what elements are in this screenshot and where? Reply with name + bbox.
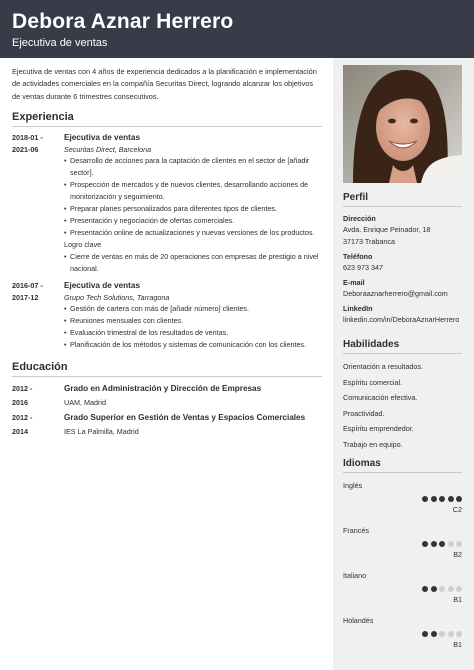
date-from: 2018-01 - bbox=[12, 132, 43, 142]
address-line: 37173 Trabanca bbox=[343, 237, 395, 246]
job-bullet: • Preparar planes personalizados para diferentes tipos de clientes. bbox=[64, 203, 322, 215]
level-dot bbox=[439, 496, 445, 502]
job-bullet: • Gestión de cartera con más de [añadir número] clientes. bbox=[64, 303, 322, 315]
level-dot bbox=[439, 541, 445, 547]
job-bullet: • Presentación y negociación de ofertas comerciales. bbox=[64, 215, 322, 227]
job-bullet: • Desarrollo de acciones para la captación de clientes en el sector de [añadir sector]. bbox=[64, 155, 322, 179]
institution: IES La Palmilla, Madrid bbox=[64, 426, 139, 436]
level-dot bbox=[439, 586, 445, 592]
language-level: C2 bbox=[452, 505, 462, 514]
language-level: B2 bbox=[453, 550, 462, 559]
language-level: B1 bbox=[453, 640, 462, 649]
date-from: 2012 - bbox=[12, 383, 33, 393]
language-level-dots bbox=[343, 631, 462, 637]
education-dates bbox=[12, 382, 60, 410]
education-item bbox=[12, 411, 322, 439]
portrait-image bbox=[343, 65, 462, 183]
date-to: 2017-12 bbox=[12, 293, 39, 303]
resume-header bbox=[0, 0, 474, 58]
level-dot bbox=[422, 631, 428, 637]
language-name: Italiano bbox=[343, 571, 367, 580]
experience-dates bbox=[12, 280, 60, 305]
summary-text: Ejecutiva de ventas con 4 años de experiencia dedicados a la planificación e implementación de actividades comerciales en la compañía Securitas Direct, logrando alcanzar los objetivos de ventas durante 6 trimestres consecutivos. bbox=[12, 67, 317, 101]
job-bullets bbox=[64, 155, 322, 239]
date-from: 2012 - bbox=[12, 412, 33, 422]
level-dot bbox=[456, 631, 462, 637]
level-dot bbox=[456, 586, 462, 592]
language-item bbox=[343, 615, 462, 650]
job-bullet: • Evaluación trimestral de los resultados de ventas. bbox=[64, 327, 322, 339]
main-column bbox=[12, 66, 322, 439]
phone-label: Teléfono bbox=[343, 252, 373, 261]
skill-item: Proactividad. bbox=[343, 408, 385, 418]
profile-section bbox=[343, 192, 462, 326]
date-to: 2021-06 bbox=[12, 145, 39, 155]
language-name: Inglés bbox=[343, 481, 363, 490]
experience-heading: Experiencia bbox=[12, 111, 322, 127]
level-dot bbox=[448, 496, 454, 502]
skill-item: Orientación a resultados. bbox=[343, 362, 423, 371]
skill-item: Comunicación efectiva. bbox=[343, 393, 418, 403]
institution: UAM, Madrid bbox=[64, 397, 106, 407]
key-achievement-label: Logro clave bbox=[64, 239, 102, 249]
language-level-dots bbox=[343, 586, 462, 592]
date-from: 2016-07 - bbox=[12, 280, 43, 290]
profile-heading: Perfil bbox=[343, 192, 462, 207]
languages-section bbox=[343, 458, 462, 660]
level-dot bbox=[431, 541, 437, 547]
phone-value: 623 973 347 bbox=[343, 263, 383, 272]
level-dot bbox=[448, 631, 454, 637]
linkedin-label: LinkedIn bbox=[343, 304, 373, 313]
languages-list bbox=[343, 480, 462, 650]
skills-section bbox=[343, 339, 462, 453]
job-bullet: • Cierre de ventas en más de 20 operaciones con empresas de prestigio a nivel nacional. bbox=[64, 251, 322, 275]
level-dot bbox=[431, 586, 437, 592]
job-bullets bbox=[64, 251, 322, 275]
education-heading: Educación bbox=[12, 361, 322, 377]
skill-item: Espíritu emprendedor. bbox=[343, 424, 414, 434]
degree-title: Grado Superior en Gestión de Ventas y Espacios Comerciales bbox=[64, 412, 306, 422]
profile-photo bbox=[343, 65, 462, 183]
level-dot bbox=[431, 496, 437, 502]
job-bullet: • Planificación de los métodos y sistemas de comunicación con los clientes. bbox=[64, 339, 322, 351]
job-bullet: • Prospección de mercados y de nuevos clientes, desarrollando acciones de monitorización y seguimiento. bbox=[64, 179, 322, 203]
date-to: 2014 bbox=[12, 426, 28, 436]
experience-item bbox=[12, 132, 322, 275]
job-bullet: • Presentación online de actualizaciones y nuevas versiones de los productos. bbox=[64, 227, 322, 239]
education-dates bbox=[12, 411, 60, 439]
level-dot bbox=[422, 586, 428, 592]
job-title: Ejecutiva de ventas bbox=[64, 280, 140, 290]
address-label: Dirección bbox=[343, 214, 376, 223]
level-dot bbox=[456, 541, 462, 547]
email-label: E-mail bbox=[343, 278, 365, 287]
job-title: Ejecutiva de ventas bbox=[64, 132, 140, 142]
language-name: Francés bbox=[343, 526, 369, 535]
language-level: B1 bbox=[453, 595, 462, 604]
job-company: Securitas Direct, Barcelona bbox=[64, 144, 152, 154]
degree-title: Grado en Administración y Dirección de Empresas bbox=[64, 383, 262, 393]
level-dot bbox=[422, 541, 428, 547]
job-bullets bbox=[64, 303, 322, 351]
language-level-dots bbox=[343, 496, 462, 502]
education-item bbox=[12, 382, 322, 410]
email-link[interactable]: Deboraaznarherrero@gmail.com bbox=[343, 289, 448, 298]
language-name: Holandés bbox=[343, 616, 374, 625]
level-dot bbox=[422, 496, 428, 502]
skill-item: Espíritu comercial. bbox=[343, 377, 403, 387]
level-dot bbox=[448, 541, 454, 547]
language-item bbox=[343, 480, 462, 515]
job-bullet: • Reuniones mensuales con clientes. bbox=[64, 315, 322, 327]
address-line: Avda. Enrique Peinador, 18 bbox=[343, 225, 431, 234]
skills-heading: Habilidades bbox=[343, 339, 462, 354]
job-company: Grupo Tech Solutions, Tarragona bbox=[64, 292, 170, 302]
experience-dates bbox=[12, 132, 60, 157]
linkedin-link[interactable]: linkedin.com/in/DeboraAznarHerrero bbox=[343, 315, 460, 324]
language-item bbox=[343, 525, 462, 560]
languages-heading: Idiomas bbox=[343, 458, 462, 473]
language-level-dots bbox=[343, 541, 462, 547]
level-dot bbox=[448, 586, 454, 592]
candidate-name: Debora Aznar Herrero bbox=[12, 10, 234, 33]
language-item bbox=[343, 570, 462, 605]
skill-item: Trabajo en equipo. bbox=[343, 439, 403, 449]
date-to: 2016 bbox=[12, 397, 28, 407]
experience-item bbox=[12, 280, 322, 351]
candidate-role: Ejecutiva de ventas bbox=[12, 37, 108, 49]
level-dot bbox=[456, 496, 462, 502]
level-dot bbox=[431, 631, 437, 637]
level-dot bbox=[439, 631, 445, 637]
